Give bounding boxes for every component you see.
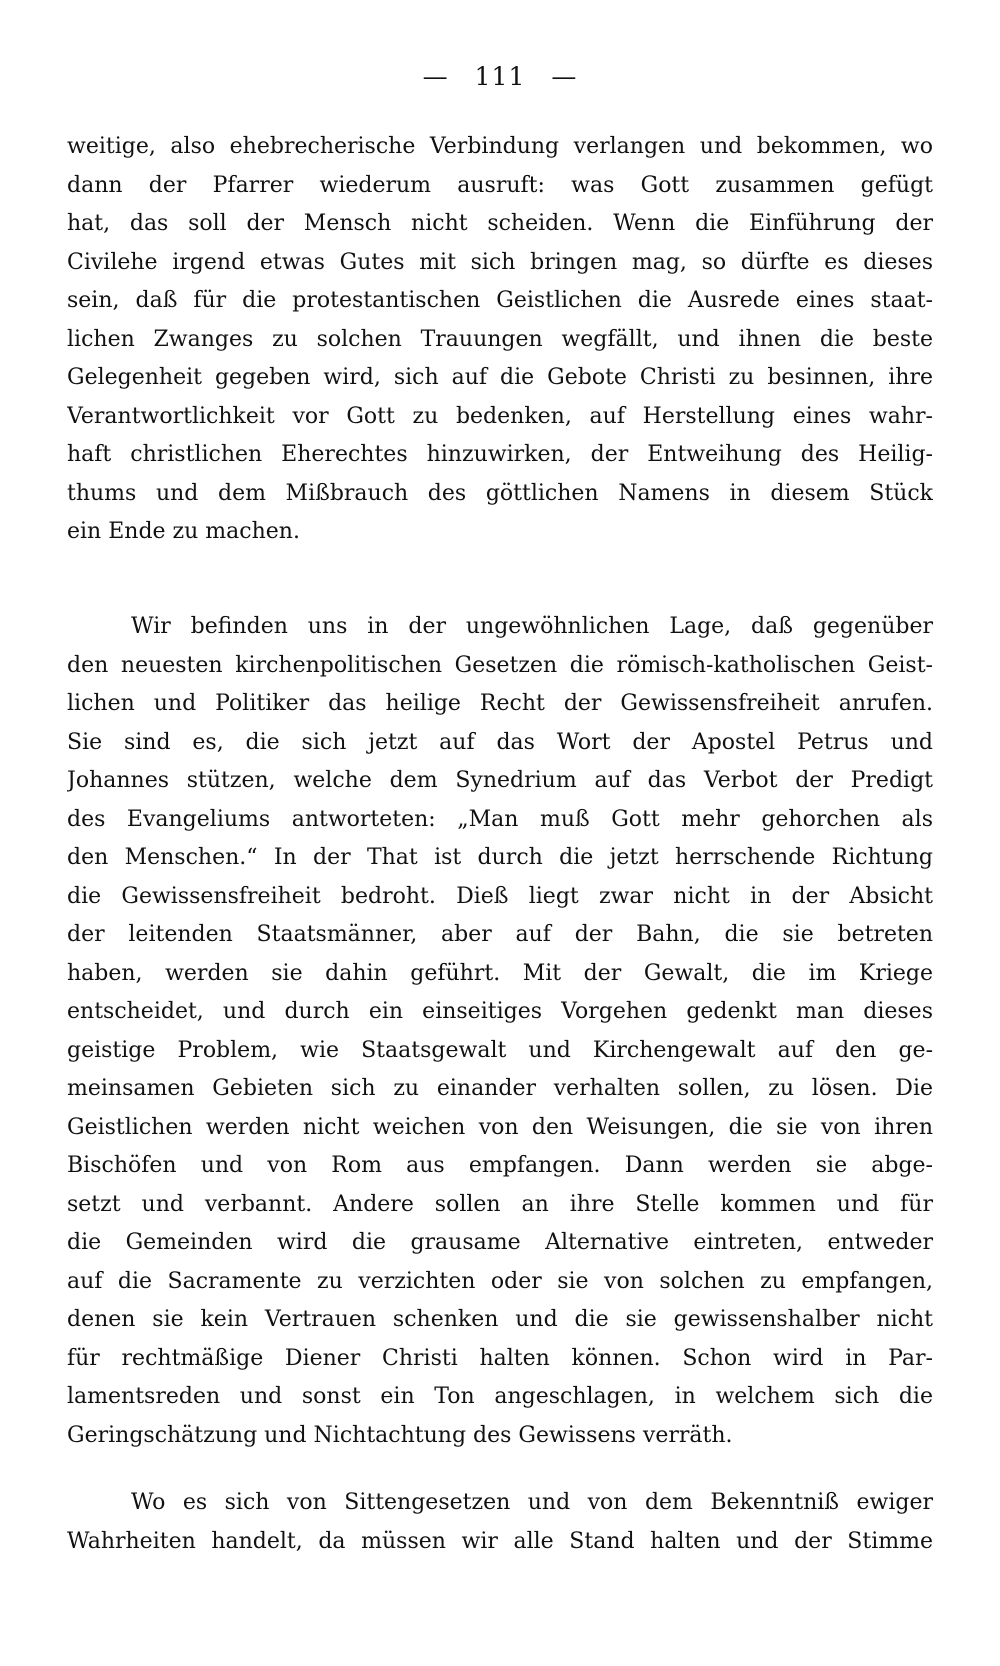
text-line: des Evangeliums antworteten: „Man muß Gott mehr gehorchen als: [67, 806, 933, 832]
text-line: lichen Zwanges zu solchen Trauungen wegfällt, und ihnen die beste: [67, 326, 933, 352]
text-line: haft christlichen Eherechtes hinzuwirken, der Entweihung des Heilig-: [67, 442, 933, 467]
text-line: den neuesten kirchenpolitischen Gesetzen die römisch-katholischen Geist-: [67, 652, 933, 678]
text-line: hat, das soll der Mensch nicht scheiden. Wenn die Einführung der: [67, 211, 933, 236]
text-line: thums und dem Mißbrauch des göttlichen Namens in diesem Stück: [67, 480, 933, 506]
text-line: Wahrheiten handelt, da müssen wir alle Stand halten und der Stimme: [67, 1528, 933, 1554]
text-line: denen sie kein Vertrauen schenken und die sie gewissenshalber nicht: [67, 1307, 933, 1332]
paragraph-gewissensfreiheit: [67, 608, 933, 1455]
text-line: haben, werden sie dahin geführt. Mit der Gewalt, die im Kriege: [67, 960, 933, 986]
text-line: der leitenden Staatsmänner, aber auf der Bahn, die sie betreten: [67, 922, 933, 947]
page-number-header: [0, 62, 1000, 91]
text-line: setzt und verbannt. Andere sollen an ihre Stelle kommen und für: [67, 1191, 933, 1217]
text-line: die Gemeinden wird die grausame Alternative eintreten, entweder: [67, 1230, 933, 1255]
text-line: Verantwortlichkeit vor Gott zu bedenken, auf Herstellung eines wahr-: [67, 403, 933, 429]
text-line: auf die Sacramente zu verzichten oder sie von solchen zu empfangen,: [67, 1268, 933, 1294]
text-line: meinsamen Gebieten sich zu einander verhalten sollen, zu lösen. Die: [67, 1076, 933, 1101]
text-line: die Gewissensfreiheit bedroht. Dieß liegt zwar nicht in der Absicht: [67, 883, 933, 909]
header-dash-right: —: [551, 62, 578, 91]
text-line: geistige Problem, wie Staatsgewalt und Kirchengewalt auf den ge-: [67, 1037, 933, 1063]
text-line: Geistlichen werden nicht weichen von den Weisungen, die sie von ihren: [67, 1114, 933, 1140]
text-line: Wir befinden uns in der ungewöhnlichen Lage, daß gegenüber: [131, 614, 933, 639]
text-line: Gelegenheit gegeben wird, sich auf die Gebote Christi zu besinnen, ihre: [67, 365, 933, 390]
text-line: Sie sind es, die sich jetzt auf das Wort der Apostel Petrus und: [67, 729, 933, 755]
page-number: 111: [474, 62, 526, 91]
text-line: ein Ende zu machen.: [67, 519, 300, 544]
text-line: lichen und Politiker das heilige Recht der Gewissensfreiheit anrufen.: [67, 691, 933, 716]
text-line: Johannes stützen, welche dem Synedrium auf das Verbot der Predigt: [67, 768, 933, 793]
text-line: Civilehe irgend etwas Gutes mit sich bringen mag, so dürfte es dieses: [67, 249, 933, 275]
text-line: sein, daß für die protestantischen Geistlichen die Ausrede eines staat-: [67, 288, 933, 313]
text-line: für rechtmäßige Diener Christi halten können. Schon wird in Par-: [67, 1345, 933, 1371]
text-line: dann der Pfarrer wiederum ausruft: was Gott zusammen gefügt: [67, 172, 933, 198]
text-line: entscheidet, und durch ein einseitiges Vorgehen gedenkt man dieses: [67, 999, 933, 1024]
text-line: Wo es sich von Sittengesetzen und von dem Bekenntniß ewiger: [131, 1490, 933, 1515]
paragraph-sittengesetze: [67, 1484, 933, 1561]
text-line: lamentsreden und sonst ein Ton angeschlagen, in welchem sich die: [67, 1384, 933, 1409]
text-line: den Menschen.“ In der That ist durch die jetzt herrschende Richtung: [67, 845, 933, 870]
header-dash-left: —: [422, 62, 449, 91]
text-line: Bischöfen und von Rom aus empfangen. Dann werden sie abge-: [67, 1153, 933, 1178]
text-line: Geringschätzung und Nichtachtung des Gewissens verräth.: [67, 1422, 733, 1448]
text-line: weitige, also ehebrecherische Verbindung verlangen und bekommen, wo: [67, 134, 933, 159]
paragraph-continuation: [67, 128, 933, 552]
